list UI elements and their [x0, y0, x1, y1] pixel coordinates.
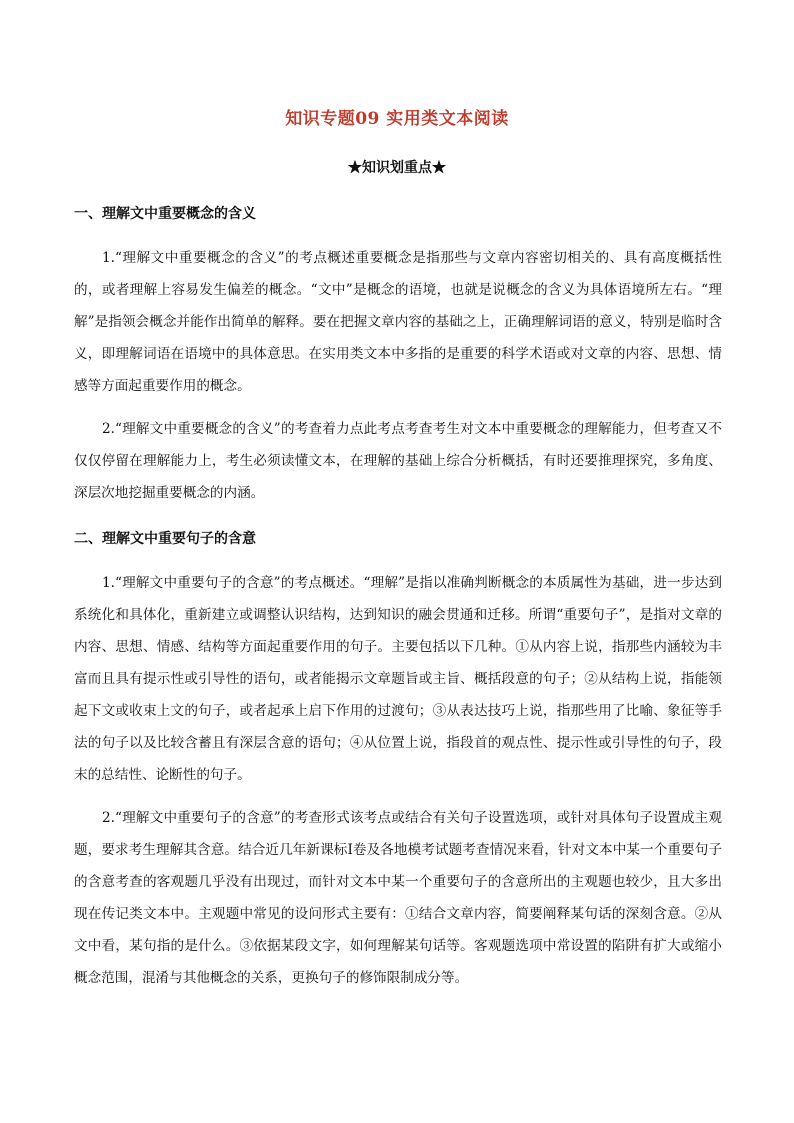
- section-heading-1: 一、理解文中重要概念的含义: [74, 206, 256, 222]
- section-1-paragraph-1: 1.“理解文中重要概念的含义”的考点概述重要概念是指那些与文章内容密切相关的、具有高度概括性的，或者理解上容易发生偏差的概念。“文中”是概念的语境，也就是说概念的含义为具体语境所左右。“理解”是指领会概念并能作出简单的解释。要在把握文章内容的基础之上，正确理解词语的意义，特别是临时含义，即理解词语在语境中的具体意思。在实用类文本中多指的是重要的科学术语或对文章的内容、思想、情感等方面起重要作用的概念。: [74, 250, 722, 394]
- document-subtitle: ★知识划重点★: [348, 160, 446, 176]
- document-title: 知识专题09 实用类文本阅读: [285, 109, 509, 129]
- section-2-paragraph-2: 2.“理解文中重要句子的含意”的考查形式该考点或结合有关句子设置选项，或针对具体句子设置成主观题，要求考生理解其含意。结合近几年新课标Ⅰ卷及各地模考试题考查情况来看，针对文本中某一个重要句子的含意考查的客观题几乎没有出现过，而针对文本中某一个重要句子的含意所出的主观题也较少，且大多出现在传记类文本中。主观题中常见的设问形式主要有：①结合文章内容，简要阐释某句话的深刻含意。②从文中看，某句指的是什么。③依据某段文字，如何理解某句话等。客观题选项中常设置的陷阱有扩大或缩小概念范围，混淆与其他概念的关系，更换句子的修饰限制成分等。: [74, 810, 722, 986]
- section-1-paragraph-2: 2.“理解文中重要概念的含义”的考查着力点此考点考查考生对文本中重要概念的理解能力，但考查又不仅仅停留在理解能力上，考生必须读懂文本，在理解的基础上综合分析概括，有时还要推理探究，多角度、深层次地挖掘重要概念的内涵。: [74, 421, 722, 501]
- section-2-paragraph-1: 1.“理解文中重要句子的含意”的考点概述。“理解”是指以准确判断概念的本质属性为基础，进一步达到系统化和具体化，重新建立或调整认识结构，达到知识的融会贯通和迁移。所谓“重要句子”，是指对文章的内容、思想、情感、结构等方面起重要作用的句子。主要包括以下几种。①从内容上说，指那些内涵较为丰富而且具有提示性或引导性的语句，或者能揭示文章题旨或主旨、概括段意的句子；②从结构上说，指能领起下文或收束上文的句子，或者起承上启下作用的过渡句；③从表达技巧上说，指那些用了比喻、象征等手法的句子以及比较含蓄且有深层含意的语句；④从位置上说，指段首的观点性、提示性或引导性的句子，段末的总结性、论断性的句子。: [74, 575, 722, 783]
- section-heading-2: 二、理解文中重要句子的含意: [74, 531, 256, 547]
